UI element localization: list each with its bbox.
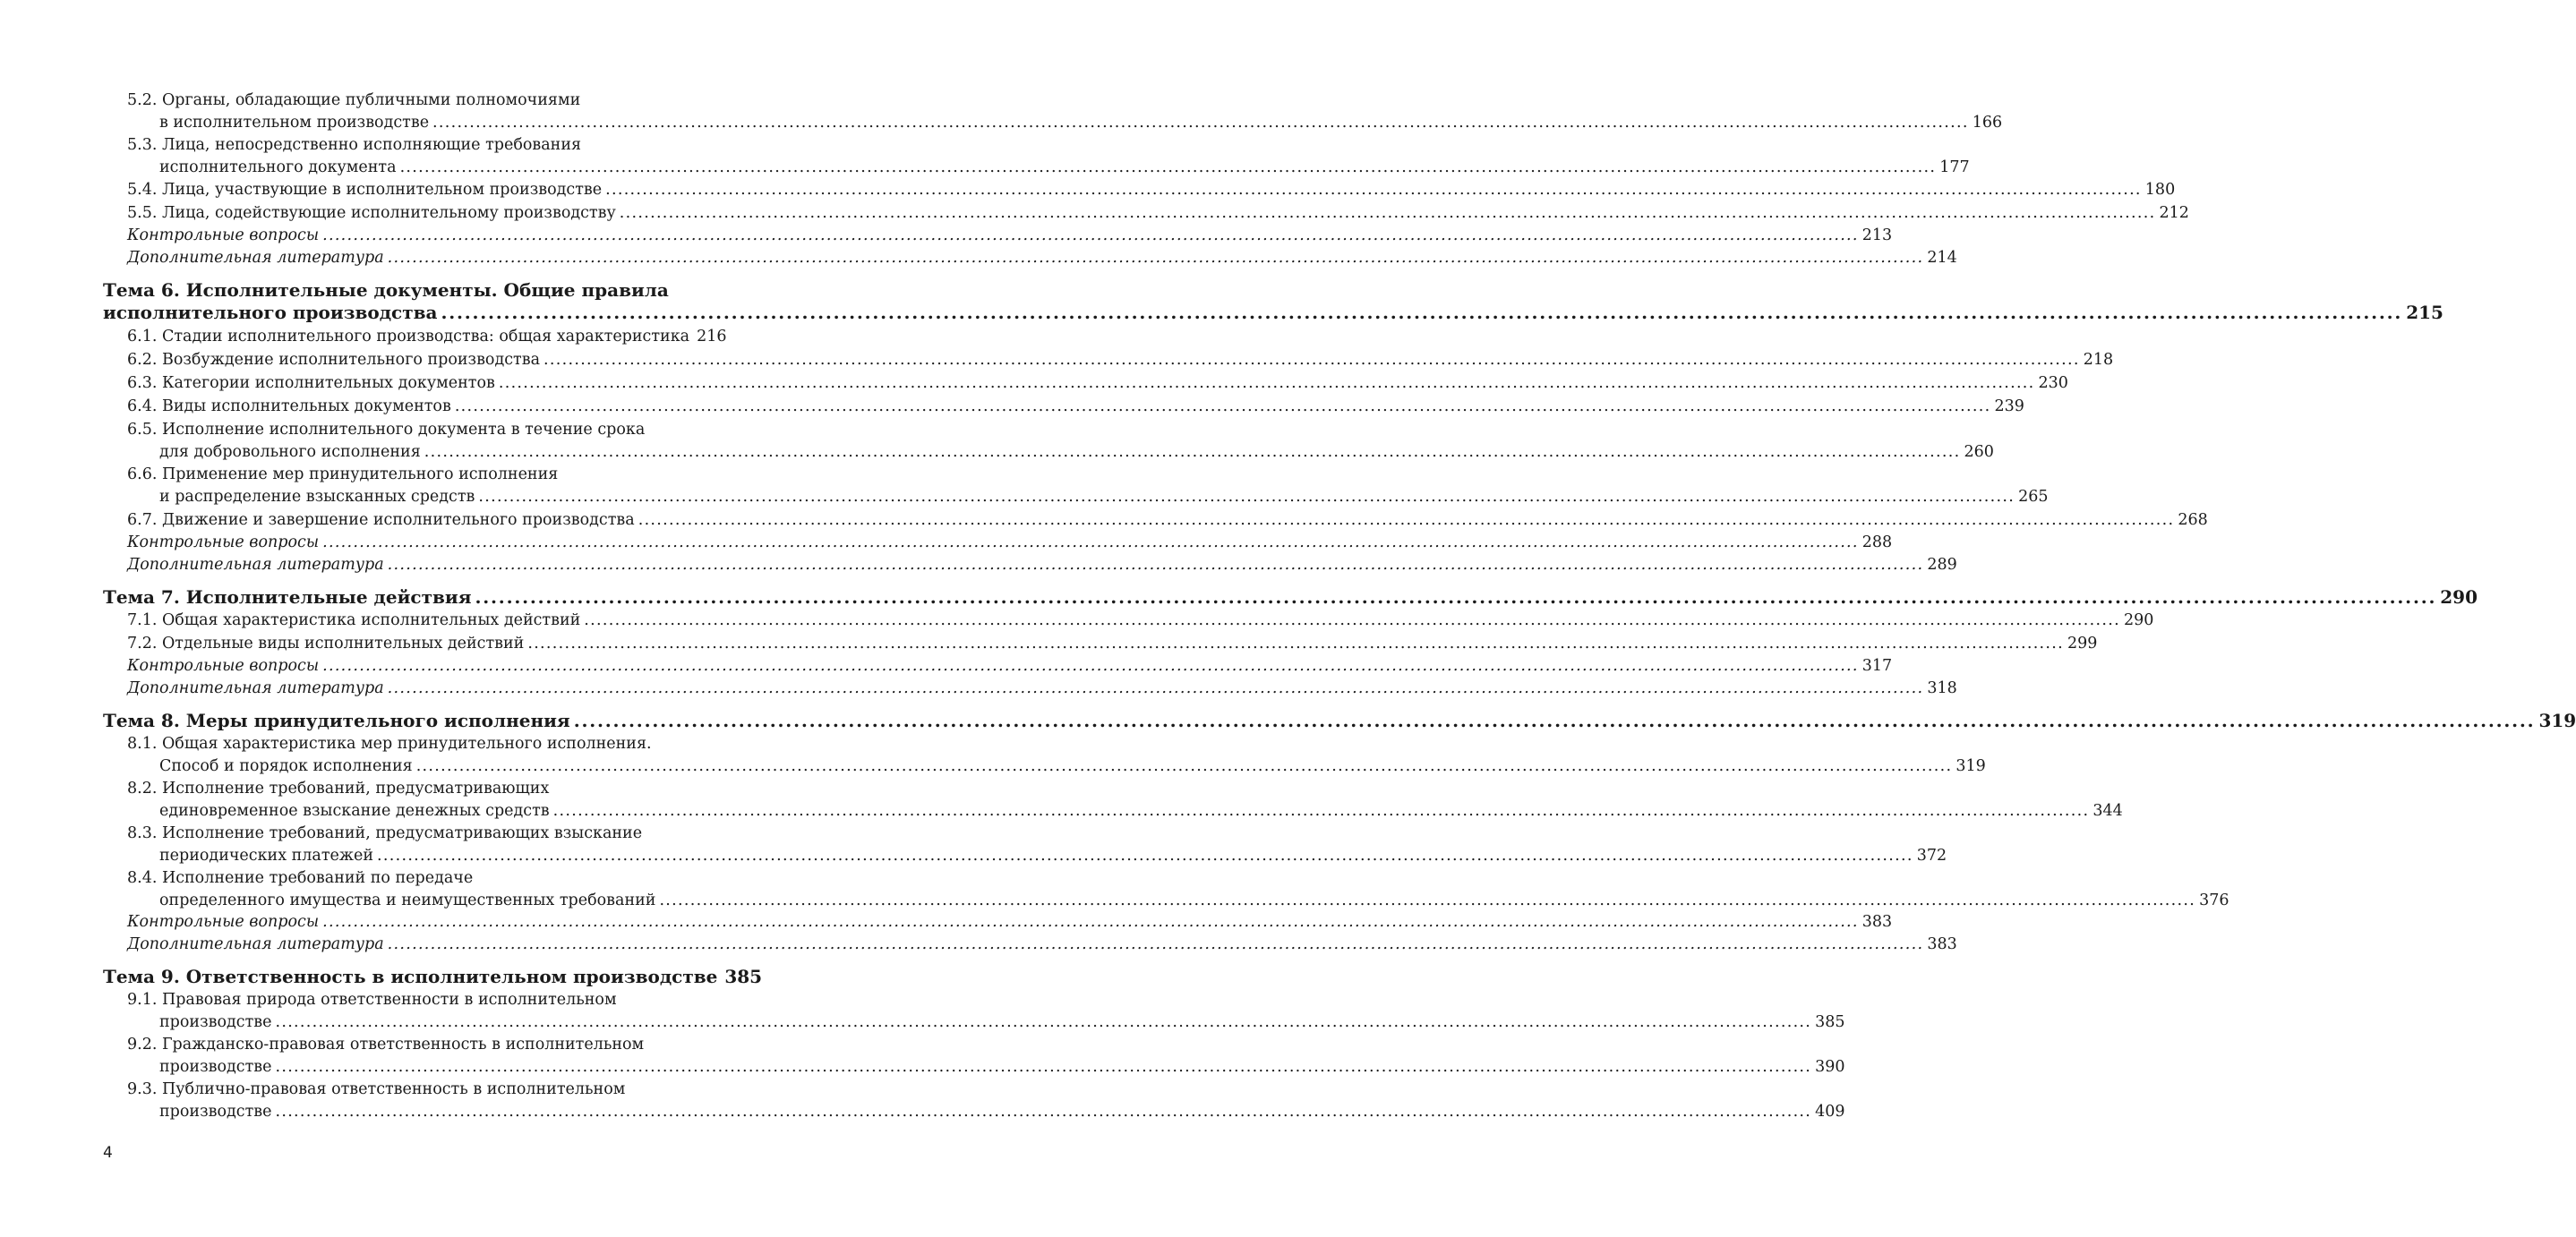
toc-line [127,371,2068,395]
dot-leader [584,609,2120,632]
toc-line [103,585,2478,609]
toc-title: Контрольные вопросы [127,913,320,931]
toc-page-number: 290 [2440,586,2478,608]
toc-title: 9.1. Правовая природа ответственности в исполнительном [127,991,617,1009]
toc-title: производстве [159,1058,272,1076]
toc-page-number: 260 [1964,443,1994,461]
toc-title: определенного имущества и неимущественных требований [159,891,656,909]
toc-title: 5.4. Лица, участвующие в исполнительном производстве [127,181,603,199]
toc-page-number: 319 [2538,710,2576,731]
toc-page-number: 372 [1916,847,1947,865]
toc-title: 6.2. Возбуждение исполнительного производства [127,351,541,369]
toc-line [127,933,1957,956]
toc-title: исполнительного документа [159,158,397,176]
toc-line [127,654,1893,678]
dot-leader [432,111,1969,134]
dot-leader [388,933,1924,956]
dot-leader [441,301,2402,324]
toc-line [127,632,2098,655]
toc-line [127,201,2189,225]
toc-line [127,246,1957,269]
toc-title: Дополнительная литература [127,679,384,697]
toc-line [159,799,2123,823]
toc-title: 5.2. Органы, обладающие публичными полномочиями [127,91,581,109]
toc-title: производстве [159,1103,272,1121]
toc-line [127,224,1893,247]
dot-leader [388,677,1924,700]
toc-page-number: 317 [1861,657,1893,675]
toc-page-number: 385 [724,966,763,987]
toc-page-number: 239 [1994,397,2024,415]
toc-line [103,301,2443,324]
toc-line [159,156,1970,179]
toc-page-number: 383 [1861,913,1893,931]
dot-leader [620,201,2156,225]
toc-page-number: 268 [2178,511,2208,529]
toc-line [159,755,1986,778]
dot-leader [638,508,2175,532]
toc-title: Контрольные вопросы [127,226,320,244]
dot-leader [322,910,1859,934]
toc-line [103,278,669,302]
dot-leader [455,395,1991,418]
toc-page-number: 288 [1861,533,1893,551]
toc-line [127,988,617,1011]
toc-page-number: 166 [1972,114,2003,132]
dot-leader [478,485,2015,508]
toc-line [159,1100,1845,1123]
toc-page-number: 215 [2406,302,2443,323]
toc-title: Способ и порядок исполнения [159,757,413,775]
toc-page-number: 344 [2092,802,2123,820]
toc-page-number: 180 [2144,181,2176,199]
dot-leader [605,178,2142,201]
dot-leader [527,632,2064,655]
dot-leader [388,553,1924,576]
toc-title: 6.1. Стадии исполнительного производства: общая характеристика [127,328,690,346]
toc-page-number: 218 [2083,351,2114,369]
toc-line [127,553,1957,576]
dot-leader [275,1100,1811,1123]
dot-leader [553,799,2090,823]
toc-line [127,732,652,755]
toc-line [159,440,1994,464]
toc-line [103,709,2576,732]
dot-leader [377,844,1913,867]
toc-line [127,1033,644,1056]
toc-title: Контрольные вопросы [127,657,320,675]
toc-line [127,508,2208,532]
toc-title: для добровольного исполнения [159,443,421,461]
toc-page-number: 319 [1956,757,1986,775]
dot-leader [424,440,1961,464]
toc-page-number: 289 [1927,556,1957,574]
toc-title: Дополнительная литература [127,556,384,574]
toc-line [159,1055,1845,1079]
toc-line [127,178,2176,201]
toc-page-number: 290 [2123,611,2154,629]
toc-title: Контрольные вопросы [127,533,320,551]
toc-title: исполнительного производства [103,302,438,323]
toc-title: 9.3. Публично-правовая ответственность в исполнительном [127,1080,626,1098]
toc-line [127,866,473,890]
toc-page-number: 376 [2199,891,2229,909]
toc-title: 8.1. Общая характеристика мер принудительного исполнения. [127,735,652,753]
toc-line [159,111,2003,134]
toc-title: в исполнительном производстве [159,114,430,132]
toc-line [127,822,642,845]
toc-title: Тема 9. Ответственность в исполнительном производстве [103,966,718,987]
toc-title: 6.5. Исполнение исполнительного документа в течение срока [127,421,646,439]
toc-page-number: 212 [2159,204,2189,222]
toc-title: 6.7. Движение и завершение исполнительного производства [127,511,635,529]
toc-page-number: 230 [2038,374,2068,392]
dot-leader [322,654,1859,678]
toc-page-number: 214 [1927,249,1957,267]
toc-line [127,609,2154,632]
toc-page-number: 385 [1815,1013,1845,1031]
toc-line [127,325,727,348]
dot-leader [499,371,2035,395]
toc-title: периодических платежей [159,847,373,865]
toc-title: Тема 7. Исполнительные действия [103,586,472,608]
dot-leader [388,246,1924,269]
toc-line [127,677,1957,700]
toc-title: Дополнительная литература [127,935,384,953]
toc-page-number: 213 [1861,226,1893,244]
toc-line [103,965,763,988]
toc-page-number: 390 [1815,1058,1845,1076]
toc-title: 8.3. Исполнение требований, предусматривающих взыскание [127,824,643,842]
toc-title: Тема 8. Меры принудительного исполнения [103,710,570,731]
toc-title: единовременное взыскание денежных средств [159,802,550,820]
dot-leader [322,224,1859,247]
toc-line [127,348,2114,371]
toc-line [159,485,2049,508]
toc-title: 9.2. Гражданско-правовая ответственность в исполнительном [127,1036,645,1054]
toc-title: 5.5. Лица, содействующие исполнительному производству [127,204,616,222]
toc-page-number: 318 [1927,679,1957,697]
toc-line [127,395,2024,418]
dot-leader [574,709,2536,732]
toc-title: производстве [159,1013,272,1031]
toc-line [127,133,581,157]
dot-leader [275,1011,1811,1034]
toc-title: 6.4. Виды исполнительных документов [127,397,451,415]
dot-leader [543,348,2080,371]
toc-title: 8.2. Исполнение требований, предусматривающих [127,780,550,798]
toc-line [127,777,549,800]
dot-leader [400,156,1937,179]
toc-line [159,889,2229,912]
toc-line [127,531,1893,554]
toc-title: 7.2. Отдельные виды исполнительных действий [127,635,525,653]
toc-page-number: 409 [1815,1103,1845,1121]
dot-leader [322,531,1859,554]
toc-title: Тема 6. Исполнительные документы. Общие правила [103,279,669,301]
toc-title: 6.6. Применение мер принудительного исполнения [127,465,559,483]
toc-line [127,463,558,486]
toc-title: и распределение взысканных средств [159,488,475,506]
toc-line [127,89,580,112]
toc-page-number: 177 [1939,158,1970,176]
toc-line [159,844,1947,867]
toc-title: 5.3. Лица, непосредственно исполняющие требования [127,136,582,154]
dot-leader [659,889,2195,912]
toc-title: 7.1. Общая характеристика исполнительных действий [127,611,581,629]
toc-title: 6.3. Категории исполнительных документов [127,374,495,392]
dot-leader [475,585,2437,609]
toc-page-number: 216 [697,328,727,346]
toc-line [159,1011,1845,1034]
page-number: 4 [103,1144,113,1162]
toc-page-number: 265 [2018,488,2049,506]
toc-page-number: 383 [1927,935,1957,953]
toc-title: Дополнительная литература [127,249,384,267]
toc-line [127,1078,625,1101]
dot-leader [416,755,1953,778]
toc-line [127,418,645,441]
dot-leader [275,1055,1811,1079]
toc-page-number: 299 [2067,635,2098,653]
toc-line [127,910,1893,934]
toc-title: 8.4. Исполнение требований по передаче [127,869,474,887]
